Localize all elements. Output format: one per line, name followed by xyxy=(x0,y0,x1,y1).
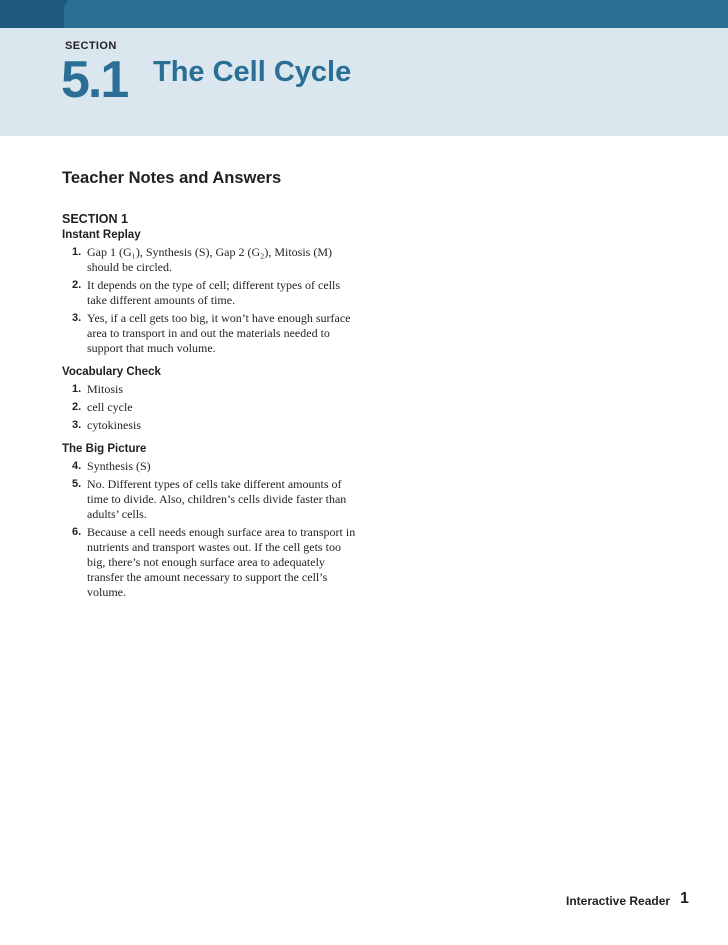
item-number: 3. xyxy=(72,312,82,324)
section-label: SECTION xyxy=(65,40,117,52)
group-big-picture xyxy=(62,441,362,600)
item-text: Because a cell needs enough surface area to transport in nutrients and transport wastes out. If the cell gets too big, there’s not enough surface area to adequately transfer the amount necessary to support the cell’s volume. xyxy=(87,525,356,599)
section-heading: SECTION 1 xyxy=(62,212,128,226)
item-text: Yes, if a cell gets too big, it won’t have enough surface area to transport in and out the materials needed to support that much volume. xyxy=(87,311,351,355)
answers-content xyxy=(62,166,362,608)
item-text: No. Different types of cells take different amounts of time to divide. Also, children’s cells divide faster than adults’ cells. xyxy=(87,477,347,521)
answer-list xyxy=(62,245,362,356)
group-title: Vocabulary Check xyxy=(62,366,161,378)
list-item xyxy=(62,400,362,415)
group-instant-replay xyxy=(62,227,362,356)
list-item xyxy=(62,459,362,474)
group-title: The Big Picture xyxy=(62,443,147,455)
list-item xyxy=(62,477,362,522)
list-item xyxy=(62,245,362,275)
top-tab xyxy=(0,0,64,28)
list-item xyxy=(62,278,362,308)
group-title: Instant Replay xyxy=(62,229,141,241)
answer-list xyxy=(62,459,362,600)
item-number: 3. xyxy=(72,419,82,431)
item-number: 6. xyxy=(72,526,82,538)
item-text: cell cycle xyxy=(87,400,133,414)
item-number: 1. xyxy=(72,383,82,395)
page-title: Teacher Notes and Answers xyxy=(62,169,282,187)
item-text: Mitosis xyxy=(87,382,124,396)
group-vocabulary-check xyxy=(62,364,362,433)
item-number: 5. xyxy=(72,478,82,490)
list-item xyxy=(62,418,362,433)
item-number: 1. xyxy=(72,246,82,258)
top-color-band xyxy=(0,0,728,28)
item-text: cytokinesis xyxy=(87,418,141,432)
item-text: Gap 1 (G₁), Synthesis (S), Gap 2 (G₂), Mitosis (M) should be circled. xyxy=(87,245,333,274)
top-tab-curve xyxy=(56,0,76,28)
section-number: 5.1 xyxy=(61,51,128,109)
page-number: 1 xyxy=(680,890,689,907)
list-item xyxy=(62,382,362,397)
footer-book-title: Interactive Reader xyxy=(566,894,671,908)
list-item xyxy=(62,525,362,600)
item-text: Synthesis (S) xyxy=(87,459,151,473)
list-item xyxy=(62,311,362,356)
answer-list xyxy=(62,382,362,433)
item-text: It depends on the type of cell; different types of cells take different amounts of time. xyxy=(87,278,341,307)
item-number: 2. xyxy=(72,279,82,291)
item-number: 2. xyxy=(72,401,82,413)
item-number: 4. xyxy=(72,460,82,472)
section-title: The Cell Cycle xyxy=(153,56,352,88)
